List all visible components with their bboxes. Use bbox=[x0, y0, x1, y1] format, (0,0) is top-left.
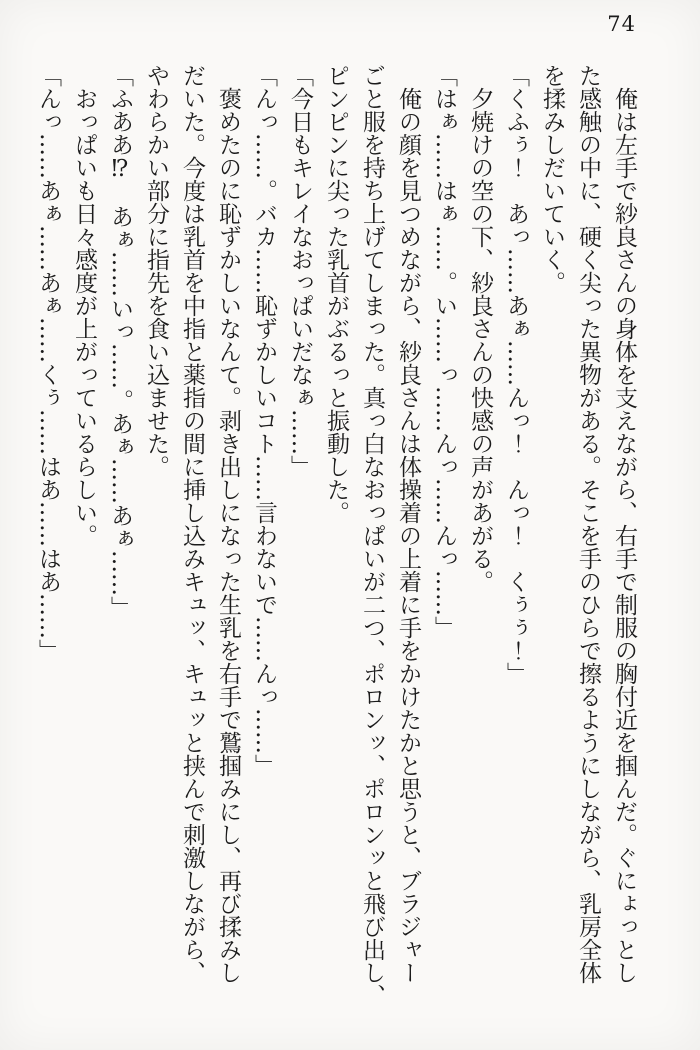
text-line: 俺の顔を見つめながら、紗良さんは体操着の上着に手をかけたかと思うと、ブラジャー bbox=[395, 87, 421, 984]
text-line: だいた。今度は乳首を中指と薬指の間に挿し込みキュッ、キュッと挟んで刺激しながら、 bbox=[179, 64, 205, 984]
text-line: を揉みしだいていく。 bbox=[539, 64, 565, 294]
text-line: 「はぁ……はぁ……。い……っ……んっ……んっ……」 bbox=[431, 64, 457, 639]
text-line: た感触の中に、硬く尖った異物がある。そこを手のひらで擦るようにしながら、乳房全体 bbox=[575, 64, 601, 984]
text-line: ごと服を持ち上げてしまった。真っ白なおっぱいが二つ、ポロンッ、ポロンッと飛び出し、 bbox=[359, 64, 385, 1007]
text-line: 俺は左手で紗良さんの身体を支えながら、右手で制服の胸付近を掴んだ。ぐにょっとし bbox=[611, 87, 637, 984]
text-line: おっぱいも日々感度が上がっているらしい。 bbox=[71, 87, 97, 547]
text-line: 夕焼けの空の下、紗良さんの快感の声があがる。 bbox=[467, 87, 493, 593]
text-line: やわらかい部分に指先を食い込ませた。 bbox=[143, 64, 169, 478]
text-line: ピンピンに尖った乳首がぶるっと振動した。 bbox=[323, 64, 349, 524]
text-line: 「今日もキレイなおっぱいだなぁ……」 bbox=[287, 64, 313, 478]
text-line: 「ふああ⁉ あぁ……いっ……。あぁ……あぁ……」 bbox=[107, 64, 133, 619]
text-line: 「んっ……。バカ……恥ずかしいコト……言わないで……んっ……」 bbox=[251, 64, 277, 777]
text-line: 「んっ……あぁ……あぁ……くぅ……はあ……はあ……」 bbox=[35, 64, 61, 662]
page-number: 74 bbox=[607, 12, 636, 36]
text-line: 褒めたのに恥ずかしいなんて。剥き出しになった生乳を右手で鷲掴みにし、再び揉みし bbox=[215, 87, 241, 984]
text-line: 「くふぅ！ あっ……あぁ……んっ！ んっ！ くぅぅ！」 bbox=[503, 64, 529, 685]
text-block bbox=[30, 64, 642, 1022]
